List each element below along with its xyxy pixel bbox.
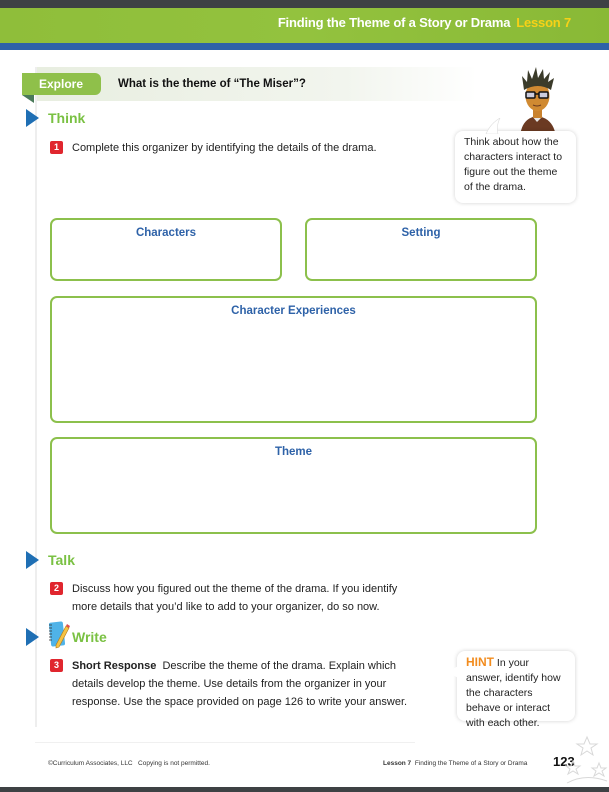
explore-tab-fold [22,95,34,103]
hint-text: In your answer, identify how the characters behave or interact with each other. [466,657,561,729]
talk-item-text: Discuss how you figured out the theme of the drama. If you identify more details that you’d like to add to your organizer, do so now. [72,583,398,613]
think-item-text: Complete this organizer by identifying the details of the drama. [72,142,377,154]
item-number-badge: 1 [50,141,63,154]
decorative-stars-icon [565,735,609,785]
characters-label: Characters [135,227,197,239]
copy-notice: Copying is not permitted. [138,760,210,767]
footer-lesson [383,760,527,767]
write-label: Write [72,629,107,645]
think-item [50,139,430,157]
blue-flag-icon [26,551,39,569]
notebook-pencil-icon [48,620,70,650]
organizer-theme-box[interactable] [50,437,537,534]
short-response-label: Short Response [72,660,157,672]
bottom-dark-bar [0,787,609,792]
talk-heading [26,551,75,569]
think-tip-text: Think about how the characters interact to figure out the theme of the drama. [464,136,563,193]
explore-question: What is the theme of “The Miser”? [118,78,306,90]
character-experiences-label: Character Experiences [231,305,356,317]
think-tip-bubble [455,131,576,203]
footer-copyright [48,760,210,767]
organizer-characters-box[interactable] [50,218,282,281]
think-label: Think [48,110,86,126]
organizer-character-experiences-box[interactable] [50,296,537,423]
hint-bubble [457,651,575,729]
speech-bubble-tail [484,118,502,134]
hint-label: HINT [466,655,494,669]
top-dark-bar [0,0,609,8]
student-avatar-icon [510,66,565,136]
explore-tab: Explore [22,73,101,95]
talk-label: Talk [48,552,75,568]
footer-lesson-label: Lesson 7 [383,760,412,767]
item-number-badge: 2 [50,582,63,595]
header-blue-rule [0,43,609,50]
footer-rule [35,742,415,743]
setting-label: Setting [401,227,441,239]
item-number-badge: 3 [50,659,63,672]
lesson-title: Finding the Theme of a Story or Drama [277,15,511,30]
header-title [278,15,571,30]
copyright-text: ©Curriculum Associates, LLC [48,760,133,767]
talk-item [50,580,420,616]
footer-lesson-title: Finding the Theme of a Story or Drama [414,760,528,767]
theme-label: Theme [274,446,313,458]
page-number: 123 [553,754,575,769]
think-heading [26,109,85,127]
hint-bubble-tail [443,664,459,680]
blue-flag-icon [26,109,39,127]
write-item [50,657,425,711]
lesson-number: Lesson 7 [516,15,571,30]
blue-flag-icon [26,628,39,646]
write-item-text: Describe the theme of the drama. Explain which details develop the theme. Use details from the organizer in your response. Use the space provided on page 126 to write your answer. [72,660,408,708]
organizer-setting-box[interactable] [305,218,537,281]
